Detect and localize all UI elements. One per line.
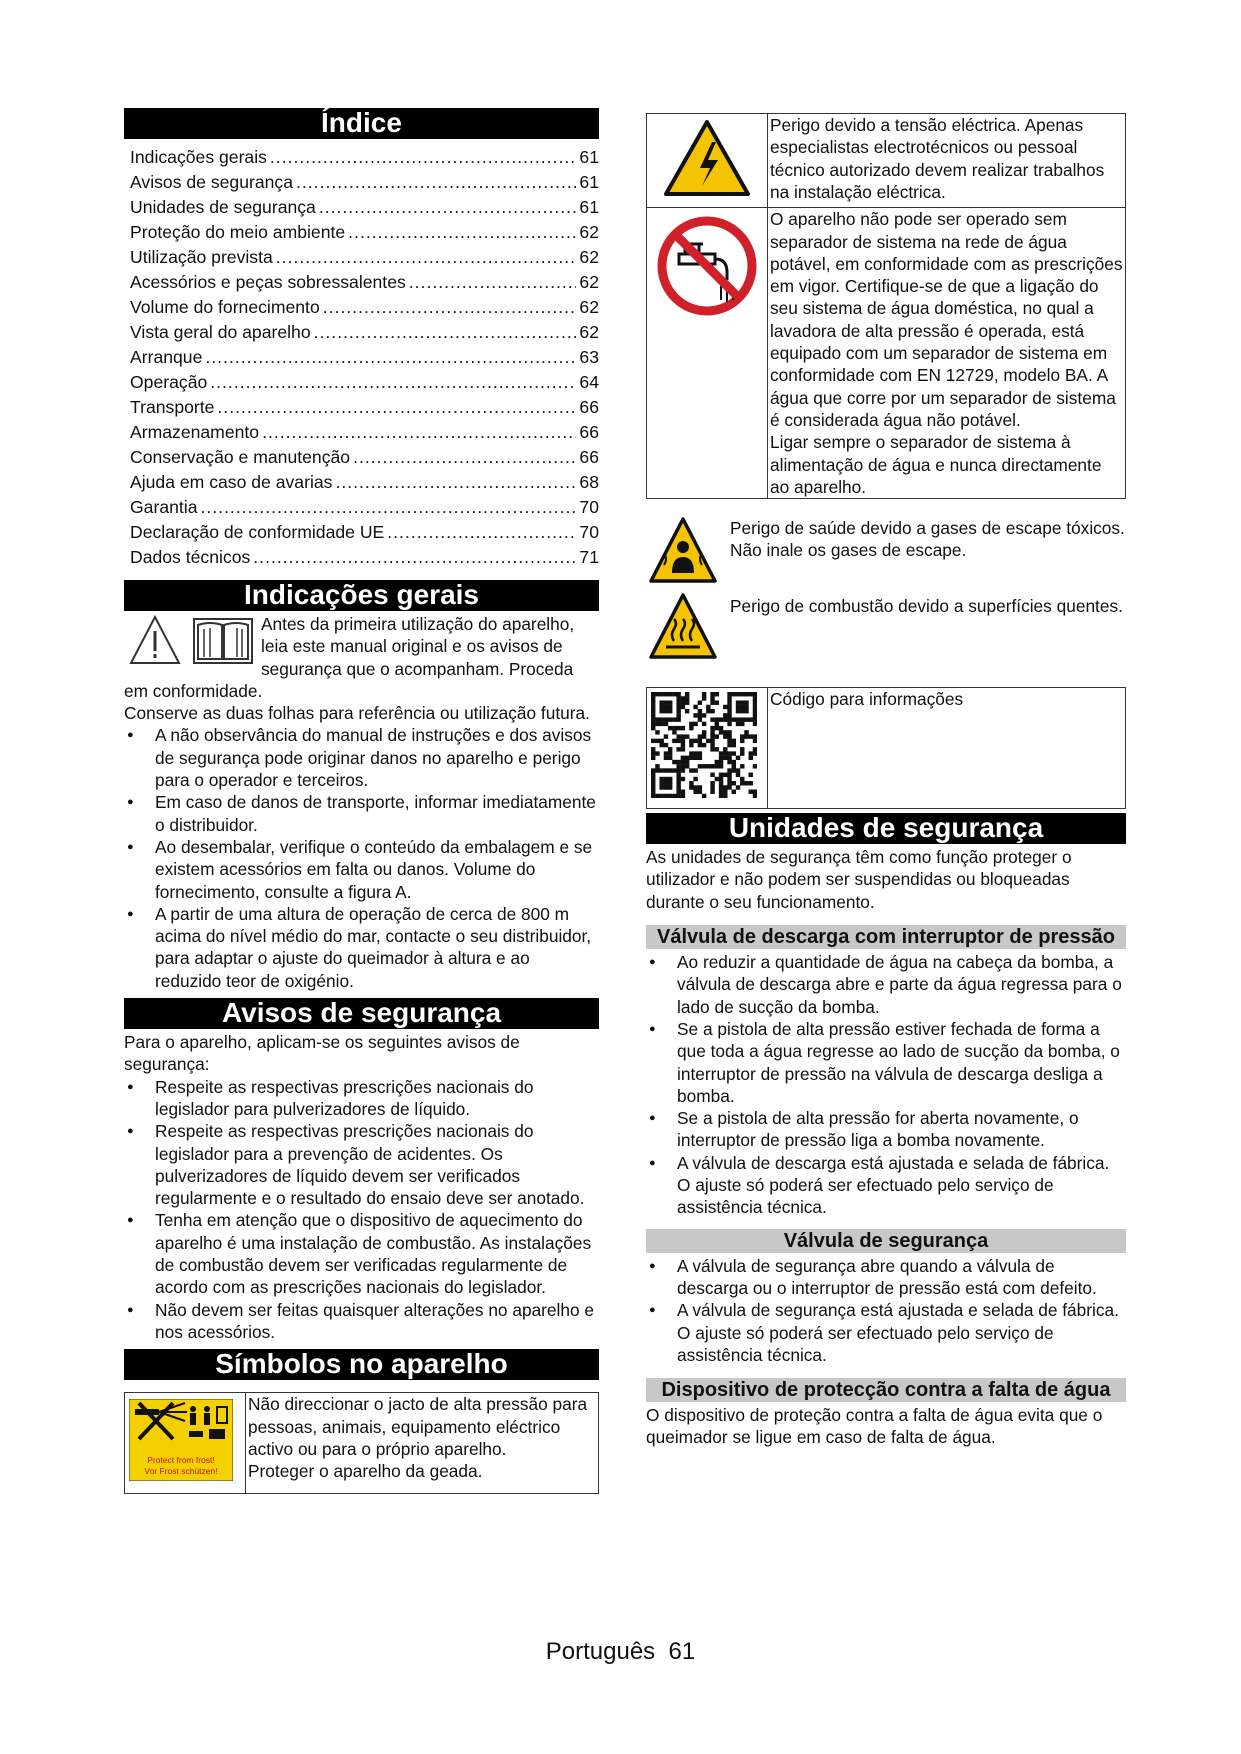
toc-entry[interactable]: Ajuda em caso de avarias ..... 68 [130,470,599,495]
general-keep: Conserve as duas folhas para referência ou utilização futura. [124,703,590,724]
unload-valve-heading: Válvula de descarga com interruptor de pressão [646,925,1126,949]
water-text-1: O aparelho não pode ser operado sem separador de sistema na rede de água potável, em conformidade com as prescrições em vigor. Certifique-se de que a ligação do seu sistema de água doméstica, no qual a lavadora de alta pressão é operada, está equipado com um separador de sistema em conformidade com EN 12729, modelo BA. A água que corre por um separador de sistema é considerada água não potável. [770,209,1123,430]
warnings-intro: Para o aparelho, aplicam-se os seguintes avisos de segurança: [124,1032,520,1075]
list-item: ● Em caso de danos de transporte, informar imediatamente o distribuidor. [124,791,599,836]
qr-code-cell[interactable] [647,688,768,809]
toc-entry[interactable]: Vista geral do aparelho ..... 62 [130,320,599,345]
hazard-table [646,113,1126,499]
toc-entry[interactable]: Volume do fornecimento ..... 62 [130,295,599,320]
toc-heading: Índice [124,108,599,139]
gas-warning-text: Perigo de saúde devido a gases de escape tóxicos. Não inale os gases de escape. [730,518,1125,561]
footer-language: Português [545,1638,656,1665]
toc-entry[interactable]: Conservação e manutenção ..... 66 [130,445,599,470]
jet-frost-symbol-cell [125,1393,246,1493]
toc-entry[interactable]: Unidades de segurança ..... 61 [130,195,599,220]
list-item: ● Ao reduzir a quantidade de água na cabeça da bomba, a válvula de descarga abre e parte da água regressa para o lado de sucção da bomba. [646,951,1126,1018]
general-intro: Antes da primeira utilização do aparelho, leia este manual original e os avisos de segurança que o acompanham. Proceda em conformidade. [124,614,575,701]
safety-intro: As unidades de segurança têm como função proteger o utilizador e não podem ser suspendidas ou bloqueadas durante o seu funcionamento. [646,847,1072,912]
warnings-list [124,1076,599,1344]
qr-code-icon[interactable] [651,692,757,798]
svg-text:Protect from frost!: Protect from frost! [147,1455,215,1466]
jet-warning-text: Não direccionar o jacto de alta pressão para pessoas, animais, equipamento eléctrico activo ou para o próprio aparelho. [248,1394,588,1459]
read-manual-icon [128,613,257,667]
toc-entry[interactable]: Indicações gerais ..... 61 [130,145,599,170]
safety-valve-heading: Válvula de segurança [646,1229,1126,1253]
list-item: ● Tenha em atenção que o dispositivo de aquecimento do aparelho é uma instalação de combustão. As instalações de combustão devem ser verificadas regularmente de acordo com as prescrições nacionais do legislador. [124,1209,599,1298]
list-item: ● Não devem ser feitas quaisquer alterações no aparelho e nos acessórios. [124,1299,599,1344]
list-item: ● A partir de uma altura de operação de cerca de 800 m acima do nível médio do mar, contacte o seu distribuidor, para adaptar o ajuste do queimador à altura e ao reduzido teor de oxigénio. [124,903,599,992]
list-item: ● A válvula de descarga está ajustada e selada de fábrica. O ajuste só poderá ser efectuado pelo serviço de assistência técnica. [646,1152,1126,1219]
electric-symbol-cell [647,114,768,208]
toc-entry[interactable]: Declaração de conformidade UE ..... 70 [130,520,599,545]
toc-entry[interactable]: Transporte ..... 66 [130,395,599,420]
symbols-heading: Símbolos no aparelho [124,1349,599,1380]
safety-heading: Unidades de segurança [646,813,1126,844]
page-footer [0,1638,1241,1666]
electric-hazard-icon [662,118,752,198]
list-item: ● Se a pistola de alta pressão for aberta novamente, o interruptor de pressão liga a bomba novamente. [646,1107,1126,1152]
jet-frost-text-cell [246,1393,599,1493]
general-section [124,613,599,992]
toc-entry[interactable]: Avisos de segurança ..... 61 [130,170,599,195]
water-text-cell [768,208,1126,499]
table-of-contents [124,145,599,570]
water-lack-text: O dispositivo de proteção contra a falta de água evita que o queimador se ligue em caso de falta de água. [646,1405,1103,1448]
frost-warning-text: Proteger o aparelho da geada. [248,1461,483,1482]
toc-entry[interactable]: Operação ..... 64 [130,370,599,395]
electric-text-cell: Perigo devido a tensão eléctrica. Apenas especialistas electrotécnicos ou pessoal técnico autorizado devem realizar trabalhos na instalação eléctrica. [768,114,1126,208]
list-item: ● A válvula de segurança abre quando a válvula de descarga ou o interruptor de pressão está com defeito. [646,1255,1126,1300]
unload-valve-list [646,951,1126,1219]
list-item: ● Respeite as respectivas prescrições nacionais do legislador para pulverizadores de líquido. [124,1076,599,1121]
toc-entry[interactable]: Utilização prevista ..... 62 [130,245,599,270]
toc-entry[interactable]: Acessórios e peças sobressalentes ..... 62 [130,270,599,295]
qr-text-cell: Código para informações [768,688,1126,809]
no-drinking-water-icon [655,214,759,318]
qr-table [646,687,1126,809]
general-heading: Indicações gerais [124,580,599,611]
list-item: ● Respeite as respectivas prescrições nacionais do legislador para a prevenção de acidentes. Os pulverizadores de líquido devem ser verificados regularmente e o resultado do ensaio deve ser anotado. [124,1120,599,1209]
hot-warning [646,591,1126,665]
list-item: ● A válvula de segurança está ajustada e selada de fábrica. O ajuste só poderá ser efectuado pelo serviço de assistência técnica. [646,1299,1126,1366]
list-item: ● Ao desembalar, verifique o conteúdo da embalagem e se existem acessórios em falta ou danos. Volume do fornecimento, consulte a figura A. [124,836,599,903]
hot-surface-icon [648,591,718,663]
page-number: 61 [668,1638,696,1665]
general-list [124,724,599,992]
water-symbol-cell [647,208,768,499]
safety-valve-list [646,1255,1126,1366]
list-item: ● A não observância do manual de instruções e dos avisos de segurança pode originar danos no aparelho e perigo para o operador e terceiros. [124,724,599,791]
right-column [646,113,1126,1449]
toc-entry[interactable]: Garantia ..... 70 [130,495,599,520]
no-spray-frost-icon [129,1399,233,1481]
toc-entry[interactable]: Dados técnicos ..... 71 [130,545,599,570]
warnings-section [124,1031,599,1343]
water-text-2: Ligar sempre o separador de sistema à alimentação de água e nunca directamente ao aparelho. [770,432,1102,497]
svg-text:Vor Frost schützen!: Vor Frost schützen! [144,1466,218,1477]
toc-entry[interactable]: Arranque ..... 63 [130,345,599,370]
warnings-heading: Avisos de segurança [124,998,599,1029]
symbols-table [124,1392,599,1493]
hot-warning-text: Perigo de combustão devido a superfícies quentes. [730,596,1123,617]
gas-warning [646,515,1126,587]
toc-entry[interactable]: Proteção do meio ambiente ..... 62 [130,220,599,245]
left-column [124,108,599,1494]
list-item: ● Se a pistola de alta pressão estiver fechada de forma a que toda a água regresse ao lado de sucção da bomba, o interruptor de pressão na válvula de descarga desliga a bomba. [646,1018,1126,1107]
water-lack-heading: Dispositivo de protecção contra a falta de água [646,1378,1126,1402]
toxic-gas-icon [648,515,718,587]
toc-entry[interactable]: Armazenamento ..... 66 [130,420,599,445]
read-manual-icons [128,613,257,667]
